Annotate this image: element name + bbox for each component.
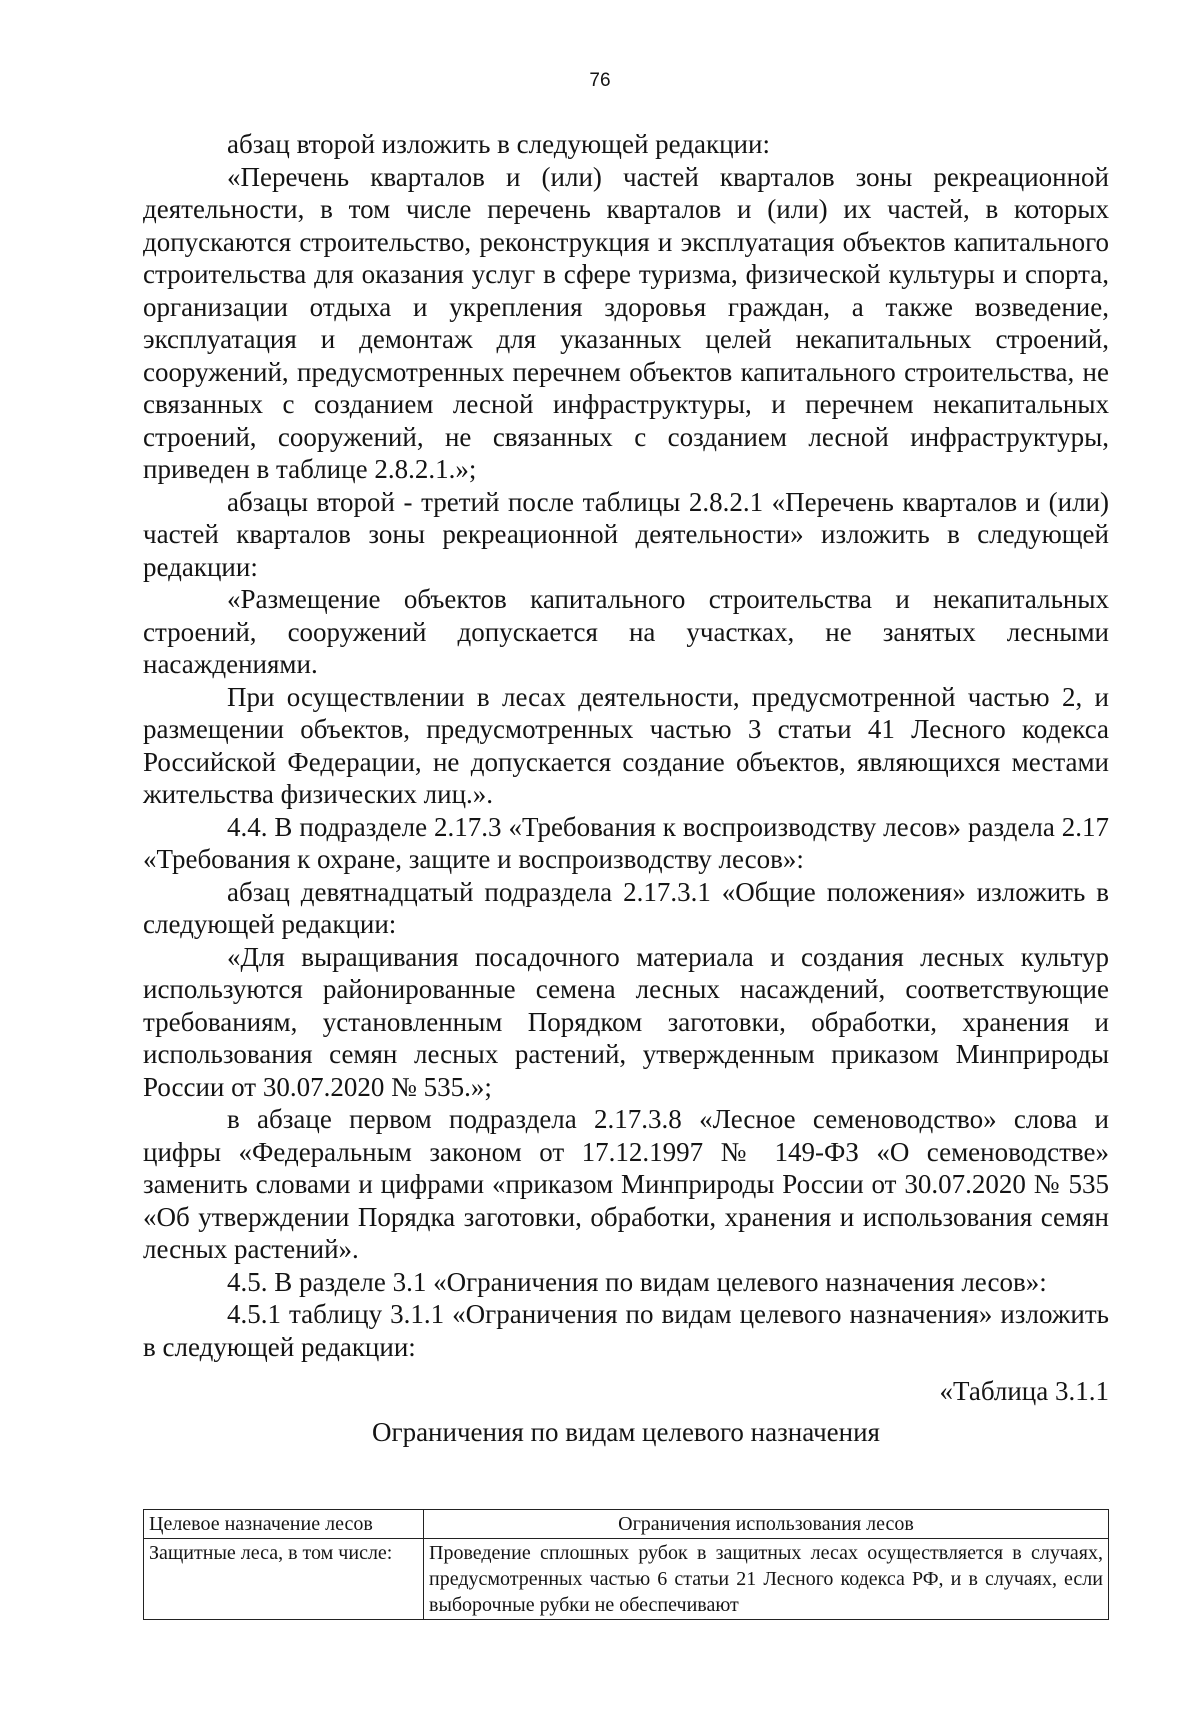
paragraph: 4.5. В разделе 3.1 «Ограничения по видам целевого назначения лесов»: bbox=[227, 1266, 1047, 1297]
paragraph: абзац второй изложить в следующей редакции: bbox=[227, 129, 770, 159]
table-header-cell: Целевое назначение лесов bbox=[144, 1510, 424, 1539]
paragraph: в абзаце первом подраздела 2.17.3.8 «Лесное семеноводство» слова и цифры «Федеральным законом от 17.12.1997 № 149-ФЗ «О семеноводстве» заменить словами и цифрами «приказом Минприроды России от 30.07.2020 № 535 «Об утверждении Порядка заготовки, обработки, хранения и использования семян лесных растений». bbox=[143, 1104, 1109, 1264]
paragraph: абзацы второй - третий после таблицы 2.8.2.1 «Перечень кварталов и (или) частей кварталов зоны рекреационной деятельности» изложить в следующей редакции: bbox=[143, 486, 1109, 582]
table-row bbox=[144, 1539, 1109, 1620]
paragraph: «Для выращивания посадочного материала и создания лесных культур используются районированные семена лесных насаждений, соответствующие требованиям, установленным Порядком заготовки, обработки, хранения и использования семян лесных растений, утвержденным приказом Минприроды России от 30.07.2020 № 535.»; bbox=[143, 941, 1109, 1102]
document-body bbox=[143, 128, 1109, 1448]
paragraph: «Перечень кварталов и (или) частей кварталов зоны рекреационной деятельности, в том числе перечень кварталов и (или) их частей, в которых допускаются строительство, реконструкция и эксплуатация объектов капитального строительства для оказания услуг в сфере туризма, физической культуры и спорта, организации отдыха и укрепления здоровья граждан, а также возведение, эксплуатация и демонтаж для указанных целей некапитальных строений, сооружений, предусмотренных перечнем объектов капитального строительства, не связанных с созданием лесной инфраструктуры, и перечнем некапитальных строений, сооружений, не связанных с созданием лесной инфраструктуры, приведен в таблице 2.8.2.1.»; bbox=[143, 161, 1109, 484]
paragraph: При осуществлении в лесах деятельности, предусмотренной частью 2, и размещении объектов, предусмотренных частью 3 статьи 41 Лесного кодекса Российской Федерации, не допускается создание объектов, являющихся местами жительства физических лиц.». bbox=[143, 681, 1109, 809]
page-number: 76 bbox=[589, 70, 611, 91]
table-header-cell: Ограничения использования лесов bbox=[424, 1510, 1109, 1539]
restrictions-table bbox=[143, 1509, 1109, 1620]
table-title: Ограничения по видам целевого назначения bbox=[372, 1416, 880, 1447]
paragraph: «Размещение объектов капитального строительства и некапитальных строений, сооружений допускается на участках, не занятых лесными насаждениями. bbox=[143, 584, 1109, 679]
table-cell: Защитные леса, в том числе: bbox=[144, 1539, 424, 1620]
paragraph: 4.5.1 таблицу 3.1.1 «Ограничения по видам целевого назначения» изложить в следующей редакции: bbox=[143, 1299, 1109, 1362]
table-cell: Проведение сплошных рубок в защитных лесах осуществляется в случаях, предусмотренных частью 6 статьи 21 Лесного кодекса РФ, и в случаях, если выборочные рубки не обеспечивают bbox=[424, 1539, 1109, 1620]
paragraph: 4.4. В подразделе 2.17.3 «Требования к воспроизводству лесов» раздела 2.17 «Требования к охране, защите и воспроизводству лесов»: bbox=[143, 811, 1109, 874]
table-label: «Таблица 3.1.1 bbox=[939, 1376, 1109, 1406]
table-header-row bbox=[144, 1510, 1109, 1539]
paragraph: абзац девятнадцатый подраздела 2.17.3.1 «Общие положения» изложить в следующей редакции: bbox=[143, 876, 1109, 939]
